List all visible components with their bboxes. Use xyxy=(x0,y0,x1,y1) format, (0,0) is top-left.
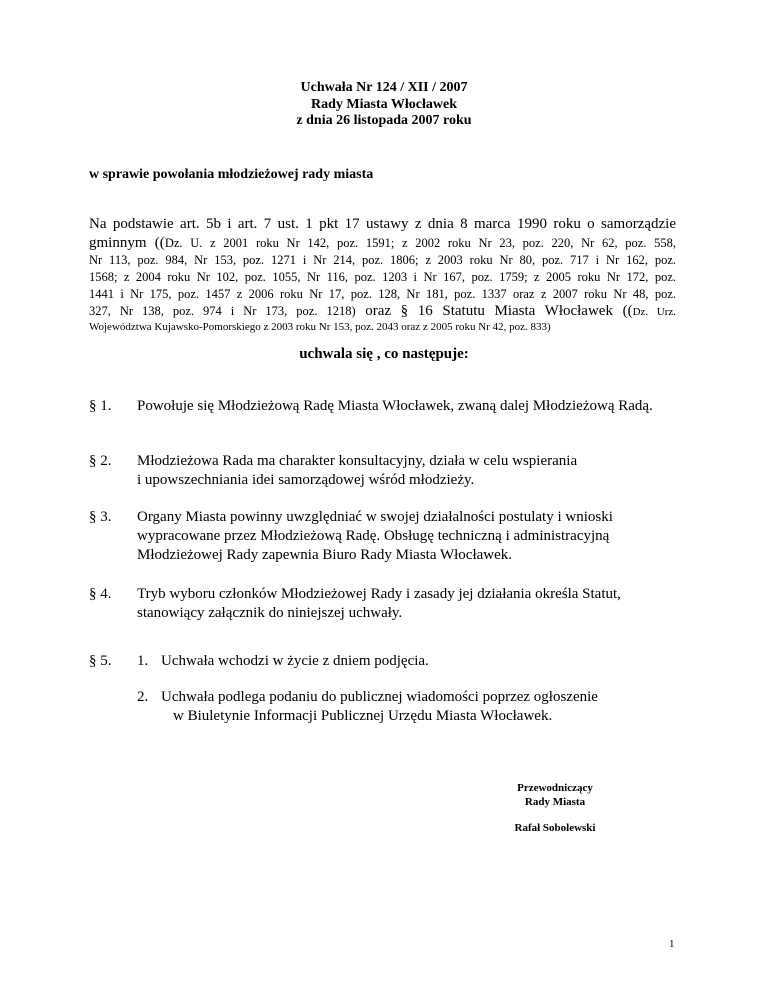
resolution-number: Uchwała Nr 124 / XII / 2007 xyxy=(300,80,468,95)
paragraph-body xyxy=(137,397,697,416)
council-name: Rady Miasta Włocławek xyxy=(311,96,457,112)
signature-block xyxy=(470,781,640,835)
legal-basis xyxy=(89,214,676,335)
legal-basis-fragment: oraz § 16 Statutu Miasta Włocławek (( xyxy=(355,303,633,319)
paragraph-number: § 4. xyxy=(89,586,112,602)
legal-basis-line: Nr 113, poz. 984, Nr 153, poz. 1271 i Nr 214, poz. 1806; z 2003 roku Nr 80, poz. 717 i Nr 162, poz. xyxy=(89,253,676,267)
legal-basis-line xyxy=(89,235,676,252)
resolution-subject: w sprawie powołania młodzieżowej rady miasta xyxy=(89,167,374,182)
item-line: Uchwała wchodzi w życie z dniem podjęcia. xyxy=(161,653,429,669)
paragraph-line: Młodzieżowej Rady zapewnia Biuro Rady Miasta Włocławek. xyxy=(137,547,513,563)
signatory-role-line: Rady Miasta xyxy=(524,796,586,808)
paragraph-line: Organy Miasta powinny uwzględniać w swojej działalności postulaty i wnioski xyxy=(137,509,613,525)
item-text xyxy=(161,688,598,726)
item-line: w Biuletynie Informacji Publicznej Urzędu Miasta Włocławek. xyxy=(173,708,553,724)
item-number: 2. xyxy=(137,689,149,705)
signatory-role-line: Przewodniczący xyxy=(517,782,593,794)
item-number: 1. xyxy=(137,653,149,669)
signatory-name: Rafał Sobolewski xyxy=(514,822,596,834)
paragraph-line: Młodzieżowa Rada ma charakter konsultacyjny, działa w celu wspierania xyxy=(137,453,578,469)
legal-basis-line: 1568; z 2004 roku Nr 102, poz. 1055, Nr 116, poz. 1203 i Nr 167, poz. 1759; z 2005 roku Nr 172, poz. xyxy=(89,270,676,284)
paragraph-number: § 3. xyxy=(89,509,112,525)
item-line: Uchwała podlega podaniu do publicznej wiadomości poprzez ogłoszenie xyxy=(161,689,598,705)
resolve-heading: uchwala się , co następuje: xyxy=(299,346,469,362)
signatory-role xyxy=(470,781,640,809)
paragraph-body xyxy=(137,452,697,490)
legal-basis-line: Na podstawie art. 5b i art. 7 ust. 1 pkt 17 ustawy z dnia 8 marca 1990 roku o samorządzie xyxy=(89,216,676,232)
legal-basis-line xyxy=(89,303,676,320)
paragraph-line: stanowiący załącznik do niniejszej uchwały. xyxy=(137,605,403,621)
legal-basis-fragment: Dz. Urz. xyxy=(632,306,676,318)
legal-basis-line: 1441 i Nr 175, poz. 1457 z 2006 roku Nr 17, poz. 128, Nr 181, poz. 1337 oraz z 2007 roku Nr 48, poz. xyxy=(89,287,676,301)
document-header xyxy=(0,80,768,130)
paragraph-number: § 1. xyxy=(89,398,112,414)
legal-basis-fragment: gminnym (( xyxy=(89,235,165,251)
paragraph-line: Tryb wyboru członków Młodzieżowej Rady i zasady jej działania określa Statut, xyxy=(137,586,621,602)
paragraph-line: wypracowane przez Młodzieżową Radę. Obsługę techniczną i administracyjną xyxy=(137,528,610,544)
item-text xyxy=(161,652,429,671)
paragraph-body xyxy=(137,585,697,623)
legal-basis-line: Województwa Kujawsko-Pomorskiego z 2003 roku Nr 153, poz. 2043 oraz z 2005 roku Nr 42, poz. 833) xyxy=(89,321,551,333)
paragraph-line: Powołuje się Młodzieżową Radę Miasta Włocławek, zwaną dalej Młodzieżową Radą. xyxy=(137,398,653,414)
legal-basis-fragment: 327, Nr 138, poz. 974 i Nr 173, poz. 1218) xyxy=(89,304,356,318)
paragraph-number: § 5. xyxy=(89,653,112,669)
paragraph-body xyxy=(137,508,697,565)
page-number: 1 xyxy=(669,938,675,950)
resolution-date: z dnia 26 listopada 2007 roku xyxy=(296,113,472,128)
paragraph-line: i upowszechniania idei samorządowej wśród młodzieży. xyxy=(137,472,475,488)
paragraph-number: § 2. xyxy=(89,453,112,469)
legal-basis-fragment: Dz. U. z 2001 roku Nr 142, poz. 1591; z 2002 roku Nr 23, poz. 220, Nr 62, poz. 558, xyxy=(164,236,676,250)
